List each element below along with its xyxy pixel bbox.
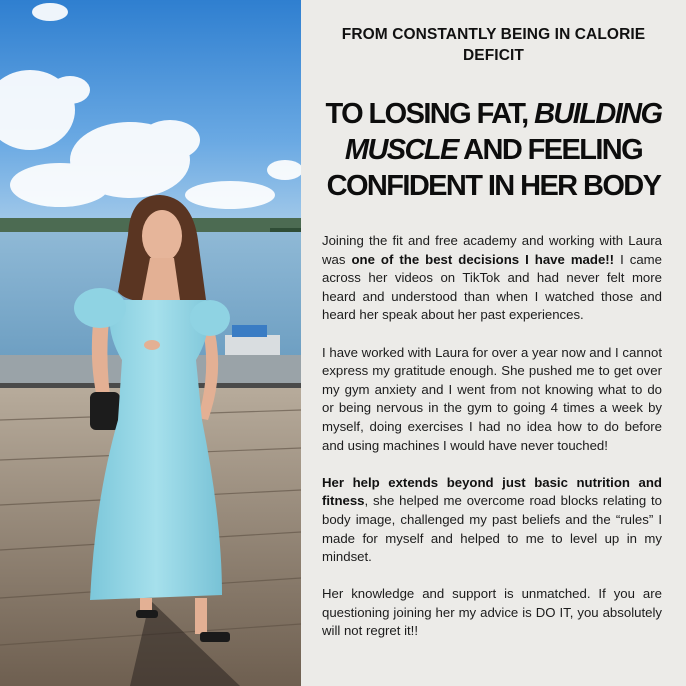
handbag: [90, 392, 120, 430]
photo-woman-blue-dress: [0, 0, 301, 686]
p1-text-a: Joining the fit and free academy and working with Laura was: [322, 233, 662, 267]
text-panel: [301, 0, 686, 686]
p1-text-b: I came across her videos on TikTok and had never felt more heard and understood than when I watched those and heard her speak about her past experiences.: [322, 251, 662, 323]
right-shoe: [200, 632, 230, 642]
waist-cutout: [144, 340, 160, 350]
headline: [309, 96, 678, 204]
face: [142, 210, 182, 262]
p3-bold: Her help extends beyond just basic nutrition and fitness: [322, 474, 662, 509]
headline-part3: AND FEELING CONFIDENT IN HER BODY: [326, 134, 661, 202]
p1-bold: one of the best decisions I have made!!: [351, 251, 615, 267]
right-sleeve: [190, 300, 230, 336]
paragraph-4: Her knowledge and support is unmatched. If you are questioning joining her my advice is DO IT, you absolutely will not regret it!!: [322, 586, 662, 639]
paragraph-2: I have worked with Laura for over a year now and I cannot express my gratitude enough. She pushed me to get over my gym anxiety and I went from not knowing what to do or being nervous in the gym to going 4 times a week by myself, doing exercises I had no idea how to do before and using machines I would have never touched!: [322, 344, 662, 453]
kicker-heading: FROM CONSTANTLY BEING IN CALORIE DEFICIT: [341, 26, 646, 64]
paragraph-3: [322, 474, 662, 567]
right-leg: [195, 598, 207, 634]
p3-text-b: , she helped me overcome road blocks relating to body image, challenged my past beliefs and the “rules” I made for myself and helped to me to level up in my mindset.: [322, 493, 662, 565]
paragraph-1: [322, 232, 662, 325]
left-sleeve: [74, 288, 126, 328]
headline-part1: TO LOSING FAT,: [325, 98, 535, 130]
headline-italic: BUILDING MUSCLE: [344, 98, 662, 166]
testimonial-body: [322, 232, 662, 660]
left-shoe: [136, 610, 158, 618]
photo-illustration: [0, 0, 301, 686]
